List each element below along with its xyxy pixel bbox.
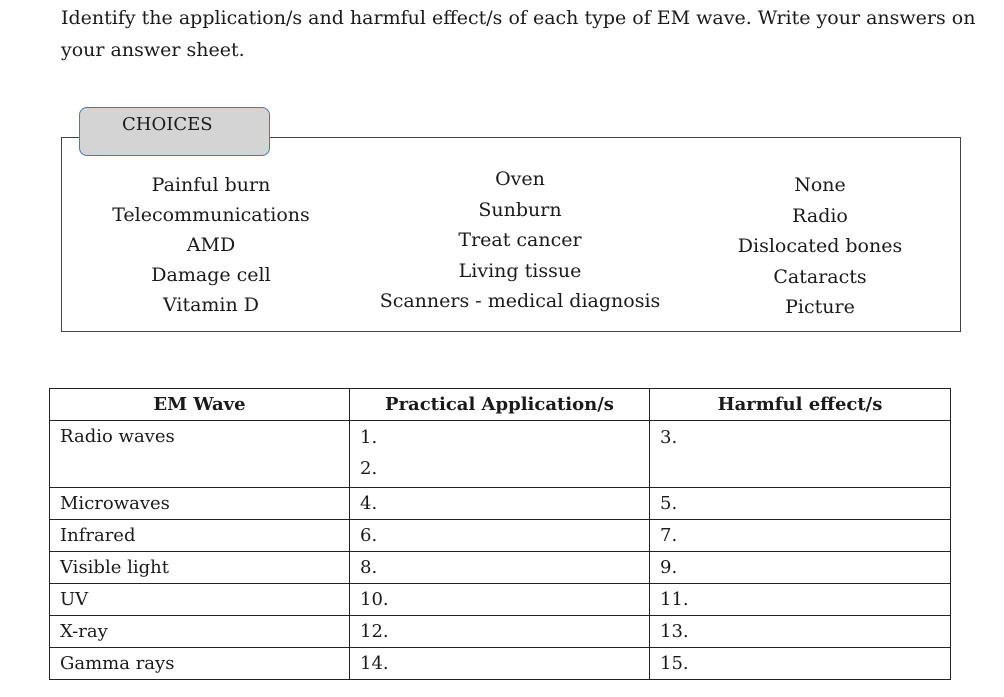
table-row — [50, 616, 951, 648]
harmful-cell: 9. — [650, 552, 951, 584]
application-cell: 10. — [350, 584, 650, 616]
harmful-cell: 7. — [650, 520, 951, 552]
application-cell: 6. — [350, 520, 650, 552]
harmful-cell — [650, 421, 951, 488]
choice-item: Oven — [495, 168, 545, 190]
application-cell: 14. — [350, 648, 650, 680]
table-row — [50, 552, 951, 584]
choice-item: Cataracts — [773, 265, 867, 288]
choice-item: Damage cell — [151, 264, 271, 286]
table-row — [50, 421, 951, 488]
choices-label: CHOICES — [79, 107, 270, 156]
table-row — [50, 488, 951, 520]
application-cell: 8. — [350, 552, 650, 584]
choice-item: Dislocated bones — [737, 235, 903, 257]
header-harmful: Harmful effect/s — [650, 389, 951, 421]
harmful-cell: 5. — [650, 488, 951, 520]
choice-item: Painful burn — [151, 174, 271, 196]
harmful-cell: 13. — [650, 616, 951, 648]
choices-column-3 — [710, 170, 930, 323]
application-cell — [350, 421, 650, 488]
instructions-text: Identify the application/s and harmful effect/s of each type of EM wave. Write your answers on your answer sheet. — [61, 7, 976, 61]
choice-item: Vitamin D — [162, 294, 260, 316]
choices-column-1 — [86, 170, 336, 320]
wave-cell: UV — [50, 584, 350, 616]
application-cell: 12. — [350, 616, 650, 648]
wave-cell: Infrared — [50, 520, 350, 552]
table-row — [50, 584, 951, 616]
choice-item: Telecommunications — [112, 204, 310, 226]
application-cell: 4. — [350, 488, 650, 520]
wave-cell: Gamma rays — [50, 648, 350, 680]
table-header-row — [50, 389, 951, 421]
choice-item: Treat cancer — [458, 229, 582, 251]
choice-item: Radio — [792, 204, 848, 227]
harmful-cell: 11. — [650, 584, 951, 616]
choice-item: Sunburn — [478, 198, 562, 221]
em-wave-table — [49, 388, 951, 680]
table-row — [50, 520, 951, 552]
choice-item: Living tissue — [458, 259, 582, 282]
harmful-cell: 15. — [650, 648, 951, 680]
answer-number: 3. — [660, 427, 678, 448]
choice-item: Scanners - medical diagnosis — [379, 290, 661, 312]
answer-number: 2. — [360, 458, 378, 479]
wave-cell: Radio waves — [50, 421, 350, 488]
wave-cell: Microwaves — [50, 488, 350, 520]
wave-cell: X-ray — [50, 616, 350, 648]
wave-cell: Visible light — [50, 552, 350, 584]
choice-item: None — [794, 174, 846, 196]
choice-item: AMD — [186, 234, 236, 256]
choice-item: Picture — [785, 296, 855, 318]
table-row — [50, 648, 951, 680]
choices-column-2 — [355, 164, 685, 317]
header-application: Practical Application/s — [350, 389, 650, 421]
answer-number: 1. — [360, 427, 378, 448]
header-em-wave: EM Wave — [50, 389, 350, 421]
